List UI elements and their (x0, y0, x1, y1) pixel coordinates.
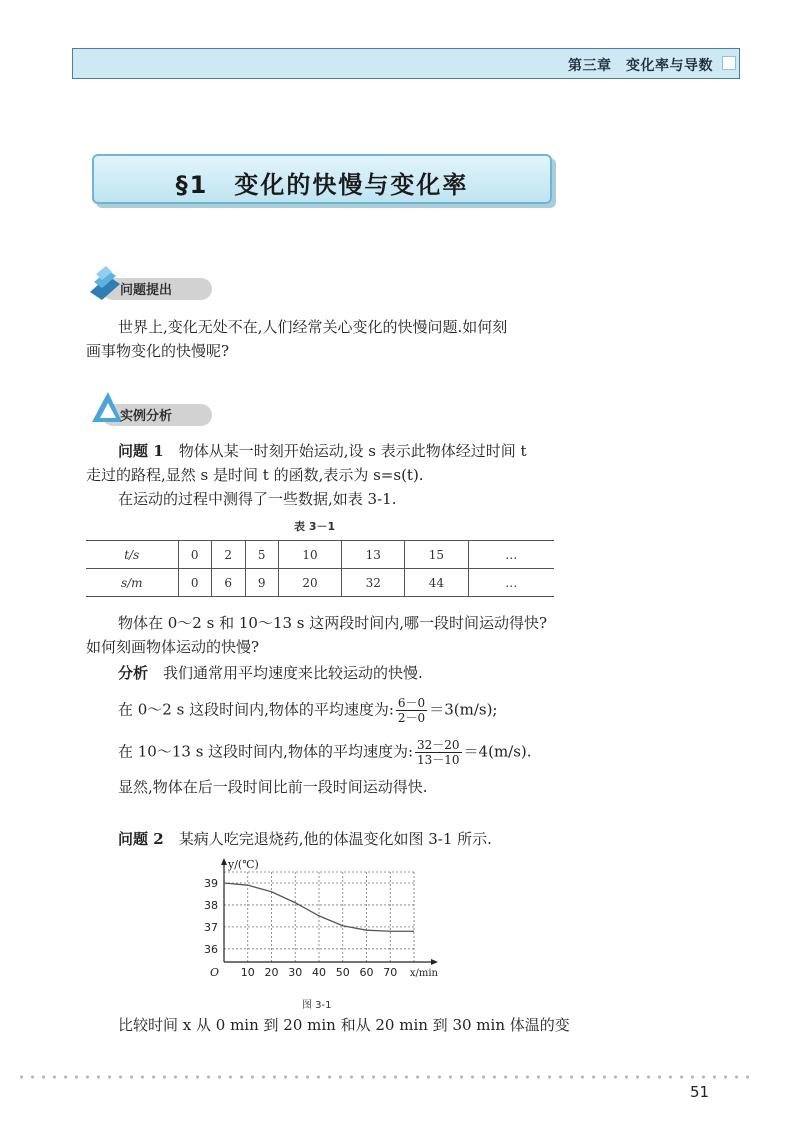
table-cell: 10 (279, 541, 342, 569)
formula2-denominator: 13－10 (417, 753, 460, 767)
problem2-line (118, 828, 492, 850)
table-cell: 9 (245, 569, 279, 597)
origin-label: O (210, 966, 220, 979)
formula2-result: ＝4(m/s). (463, 742, 532, 761)
table-cell: 20 (279, 569, 342, 597)
formula-line-1 (118, 696, 497, 725)
x-tick-label: 70 (383, 966, 398, 979)
y-tick-label: 37 (204, 920, 218, 934)
chart-caption: 图 3-1 (302, 1000, 332, 1011)
table-row (86, 569, 554, 597)
table-cell: 15 (405, 541, 468, 569)
intro-line-2: 画事物变化的快慢呢? (86, 342, 230, 360)
table-caption: 表 3－1 (294, 520, 336, 533)
x-axis-arrow (431, 959, 438, 965)
problem1-text: 物体从某一时刻开始运动,设 s 表示此物体经过时间 t (178, 442, 527, 460)
chapter-title: 第三章 变化率与导数 (568, 58, 713, 74)
analysis-question-line-1: 物体在 0～2 s 和 10～13 s 这两段时间内,哪一段时间运动得快? (118, 614, 548, 632)
footer-dotted-line (16, 1075, 756, 1079)
x-tick-label: 50 (335, 966, 350, 979)
y-tick-label: 36 (204, 942, 218, 956)
temperature-chart-svg (186, 858, 446, 982)
table-row-label: s/m (86, 569, 178, 597)
analysis-question-line-2: 如何刻画物体运动的快慢? (86, 638, 260, 656)
table-cell: 32 (342, 569, 405, 597)
table-cell: 6 (212, 569, 246, 597)
intro-line-1: 世界上,变化无处不在,人们经常关心变化的快慢问题.如何刻 (118, 318, 508, 336)
table-cell: … (468, 541, 554, 569)
y-axis-label: y/(℃) (228, 858, 259, 871)
page-number: 51 (690, 1083, 710, 1101)
table-row (86, 541, 554, 569)
formula2-numerator: 32－20 (417, 738, 460, 752)
formula1-prefix: 在 0～2 s 这段时间内,物体的平均速度为: (118, 700, 394, 719)
section-banner (92, 154, 552, 204)
section-title: §1 变化的快慢与变化率 (175, 171, 469, 199)
problem1-line-2: 走过的路程,显然 s 是时间 t 的函数,表示为 s=s(t). (86, 466, 424, 484)
table-cell: 13 (342, 541, 405, 569)
formula1-denominator: 2－0 (397, 711, 426, 725)
problem1-line-3: 在运动的过程中测得了一些数据,如表 3-1. (118, 490, 397, 508)
x-tick-label: 20 (264, 966, 279, 979)
header-square-decoration (722, 56, 736, 70)
analysis-line (118, 662, 423, 684)
tag-example (86, 402, 226, 426)
table-row-label: t/s (86, 541, 178, 569)
tag-question-label: 问题提出 (120, 283, 173, 298)
temperature-chart (186, 858, 446, 982)
analysis-text: 我们通常用平均速度来比较运动的快慢. (163, 664, 423, 682)
y-axis-arrow (221, 858, 227, 865)
table-cell: 5 (245, 541, 279, 569)
y-tick-label: 38 (204, 898, 218, 912)
formula1-fraction (396, 696, 427, 725)
formula1-numerator: 6－0 (397, 696, 426, 710)
table-cell: 0 (178, 541, 212, 569)
data-table (86, 540, 554, 597)
formula-line-2 (118, 738, 532, 767)
table-cell: 44 (405, 569, 468, 597)
formula2-fraction (415, 738, 462, 767)
x-tick-label: 10 (240, 966, 255, 979)
x-tick-label: 30 (288, 966, 303, 979)
x-axis-label: x/min (409, 968, 438, 979)
tag-example-label: 实例分析 (120, 409, 173, 424)
tag-question (86, 276, 226, 300)
table-cell: 2 (212, 541, 246, 569)
problem2-label: 问题 2 (118, 830, 164, 848)
x-tick-label: 40 (312, 966, 326, 979)
formula1-result: ＝3(m/s); (429, 700, 498, 719)
problem1-line-1 (118, 440, 527, 462)
problem2-text: 某病人吃完退烧药,他的体温变化如图 3-1 所示. (178, 830, 492, 848)
x-tick-label: 60 (359, 966, 374, 979)
table-cell: … (468, 569, 554, 597)
problem1-label: 问题 1 (118, 442, 164, 460)
table-cell: 0 (178, 569, 212, 597)
formula2-prefix: 在 10～13 s 这段时间内,物体的平均速度为: (118, 742, 413, 761)
y-tick-label: 39 (204, 876, 218, 890)
analysis-conclusion: 显然,物体在后一段时间比前一段时间运动得快. (118, 778, 428, 796)
problem2-last-line: 比较时间 x 从 0 min 到 20 min 和从 20 min 到 30 min 体温的变 (118, 1016, 570, 1034)
chapter-header-bar (72, 48, 740, 79)
analysis-label: 分析 (118, 664, 149, 682)
